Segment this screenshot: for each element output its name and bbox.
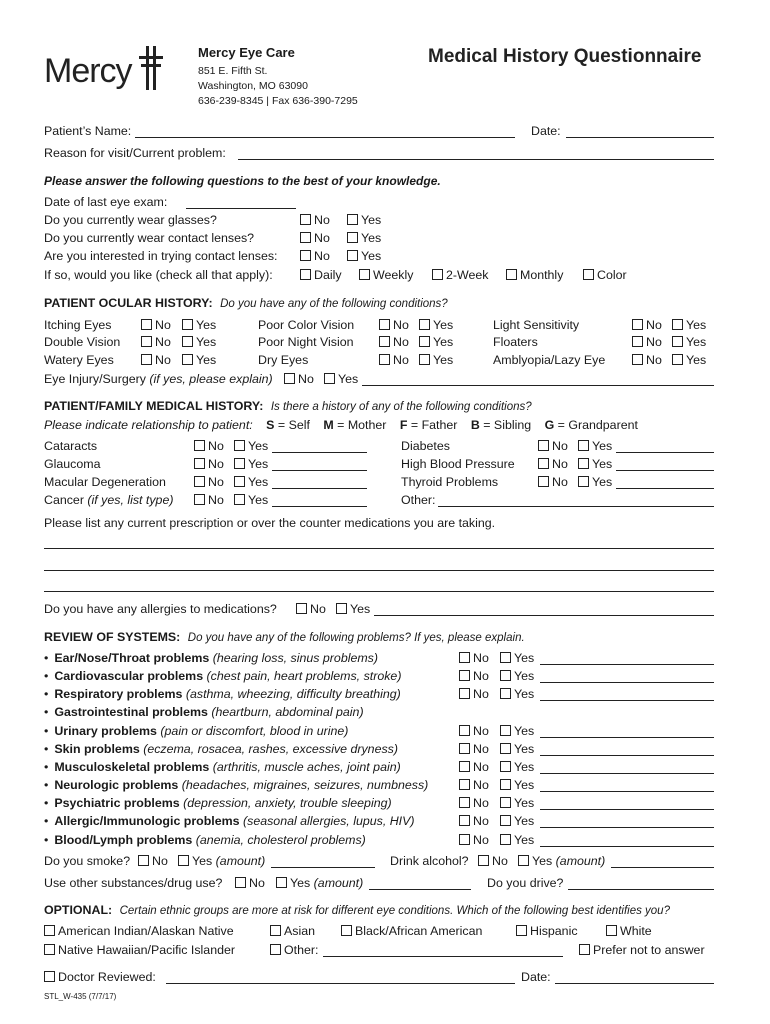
no-option[interactable]: No	[632, 335, 662, 349]
drive-field[interactable]	[568, 889, 714, 890]
smoke-yes[interactable]: Yes (amount)	[178, 854, 265, 868]
trying-yes[interactable]: Yes	[347, 249, 381, 263]
yes-option[interactable]: Yes	[500, 833, 534, 847]
checkbox[interactable]	[500, 815, 511, 826]
yes-option[interactable]: Yes	[234, 457, 268, 471]
checkbox[interactable]	[459, 797, 470, 808]
no-option[interactable]: No	[459, 669, 489, 683]
checkbox[interactable]	[194, 440, 205, 451]
ros-item-note: (asthma, wheezing, difficulty breathing)	[185, 687, 401, 701]
ros-item-name: Urinary problems	[54, 724, 157, 738]
checkbox[interactable]	[579, 944, 590, 955]
clinic-address-line2: Washington, MO 63090	[198, 80, 308, 92]
drive-label: Do you drive?	[487, 876, 564, 890]
checkbox[interactable]	[500, 670, 511, 681]
ros-item-note: (hearing loss, sinus problems)	[212, 651, 378, 665]
medications-line[interactable]	[44, 591, 714, 592]
no-option[interactable]: No	[459, 724, 489, 738]
yes-option[interactable]: Yes	[182, 335, 216, 349]
checkbox[interactable]	[359, 269, 370, 280]
checkbox[interactable]	[235, 877, 246, 888]
checkbox[interactable]	[234, 494, 245, 505]
checkbox[interactable]	[44, 971, 55, 982]
substances-yes[interactable]: Yes (amount)	[276, 876, 363, 890]
relationship-legend: Please indicate relationship to patient: S = Self M = Mother F = Father B = Sibling G = Grandparent	[44, 418, 638, 432]
ros-item	[44, 760, 401, 774]
no-option[interactable]: No	[194, 439, 224, 453]
mercy-cross-icon	[136, 44, 166, 94]
checkbox[interactable]	[459, 725, 470, 736]
yes-option[interactable]: Yes	[500, 814, 534, 828]
footer-date-field[interactable]	[555, 983, 714, 984]
checkbox[interactable]	[459, 688, 470, 699]
relation-field[interactable]	[272, 506, 367, 507]
checkbox[interactable]	[459, 652, 470, 663]
checkbox[interactable]	[234, 458, 245, 469]
no-option[interactable]: No	[459, 651, 489, 665]
ros-item	[44, 669, 401, 683]
checkbox[interactable]	[538, 440, 549, 451]
yes-option[interactable]: Yes	[234, 493, 268, 507]
family-item: Glaucoma	[44, 457, 101, 471]
medications-line[interactable]	[44, 570, 714, 571]
ros-item-name: Gastrointestinal problems	[54, 705, 208, 719]
ros-item	[44, 742, 398, 756]
checkbox[interactable]	[500, 834, 511, 845]
contacts-yes[interactable]: Yes	[347, 231, 381, 245]
ros-explain-field[interactable]	[540, 846, 714, 847]
yes-option[interactable]: Yes	[672, 353, 706, 367]
ethnicity-hispanic[interactable]: Hispanic	[516, 924, 578, 938]
ocular-item: Light Sensitivity	[493, 318, 580, 332]
no-option[interactable]: No	[141, 335, 171, 349]
substances-amount-field[interactable]	[369, 889, 471, 890]
medications-line[interactable]	[44, 548, 714, 549]
yes-option[interactable]: Yes	[500, 651, 534, 665]
checkbox[interactable]	[379, 319, 390, 330]
ros-item-note: (depression, anxiety, trouble sleeping)	[183, 796, 392, 810]
glasses-question: Do you currently wear glasses?	[44, 213, 217, 227]
alcohol-label: Drink alcohol?	[390, 854, 469, 868]
no-option[interactable]: No	[538, 475, 568, 489]
ocular-item: Double Vision	[44, 335, 121, 349]
checkbox[interactable]	[500, 688, 511, 699]
yes-option[interactable]: Yes	[234, 439, 268, 453]
no-option[interactable]: No	[379, 318, 409, 332]
checkbox[interactable]	[300, 269, 311, 280]
checkbox[interactable]	[270, 925, 281, 936]
ros-explain-field[interactable]	[540, 682, 714, 683]
ocular-item: Amblyopia/Lazy Eye	[493, 353, 606, 367]
ros-explain-field[interactable]	[540, 791, 714, 792]
glasses-no[interactable]: No	[300, 213, 330, 227]
option-daily[interactable]: Daily	[300, 268, 342, 282]
checkbox[interactable]	[296, 603, 307, 614]
last-exam-field[interactable]	[186, 208, 296, 209]
checkbox[interactable]	[459, 761, 470, 772]
checkbox[interactable]	[419, 319, 430, 330]
checkbox[interactable]	[347, 250, 358, 261]
ros-item-name: Ear/Nose/Throat problems	[54, 651, 210, 665]
ros-item-name: Psychiatric problems	[54, 796, 180, 810]
checkbox[interactable]	[379, 336, 390, 347]
checkbox[interactable]	[459, 834, 470, 845]
checkbox[interactable]	[234, 440, 245, 451]
checkbox[interactable]	[578, 476, 589, 487]
alcohol-amount-field[interactable]	[611, 867, 714, 868]
checkbox[interactable]	[324, 373, 335, 384]
ethnicity-black[interactable]: Black/African American	[341, 924, 482, 938]
checkbox[interactable]	[178, 855, 189, 866]
no-option[interactable]: No	[459, 814, 489, 828]
ros-item-note: (arthritis, muscle aches, joint pain)	[212, 760, 401, 774]
smoke-no[interactable]: No	[138, 854, 168, 868]
yes-option[interactable]: Yes	[500, 778, 534, 792]
optional-heading: OPTIONAL: Certain ethnic groups are more at risk for different eye conditions. Which of the following best identifies you?	[44, 903, 670, 917]
patient-name-field[interactable]	[135, 137, 515, 138]
ros-item-note: (anemia, cholesterol problems)	[195, 833, 366, 847]
yes-option[interactable]: Yes	[182, 318, 216, 332]
no-option[interactable]: No	[379, 353, 409, 367]
patient-name-label: Patient’s Name:	[44, 124, 132, 138]
checkbox[interactable]	[182, 354, 193, 365]
contacts-no[interactable]: No	[300, 231, 330, 245]
ros-item-name: Respiratory problems	[54, 687, 183, 701]
footer-date-label: Date:	[521, 970, 551, 984]
yes-option[interactable]: Yes	[500, 760, 534, 774]
ros-item	[44, 796, 392, 810]
ros-explain-field[interactable]	[540, 773, 714, 774]
yes-option[interactable]: Yes	[500, 687, 534, 701]
ros-explain-field[interactable]	[540, 737, 714, 738]
relation-field[interactable]	[272, 470, 367, 471]
ethnicity-native-hawaiian[interactable]: Native Hawaiian/Pacific Islander	[44, 943, 235, 957]
yes-option[interactable]: Yes	[578, 475, 612, 489]
lens-type-question: If so, would you like (check all that apply):	[44, 268, 273, 282]
no-option[interactable]: No	[538, 457, 568, 471]
ros-heading: REVIEW OF SYSTEMS: Do you have any of the following problems? If yes, please explain.	[44, 630, 525, 644]
ros-item	[44, 687, 401, 701]
no-option[interactable]: No	[459, 796, 489, 810]
yes-option[interactable]: Yes	[419, 318, 453, 332]
ros-item-note: (heartburn, abdominal pain)	[211, 705, 364, 719]
relation-field[interactable]	[272, 488, 367, 489]
ros-item	[44, 814, 415, 828]
ros-item-name: Neurologic problems	[54, 778, 179, 792]
checkbox[interactable]	[459, 670, 470, 681]
yes-option[interactable]: Yes	[578, 457, 612, 471]
option-2week[interactable]: 2-Week	[432, 268, 488, 282]
no-option[interactable]: No	[459, 778, 489, 792]
checkbox[interactable]	[478, 855, 489, 866]
allergy-yes[interactable]: Yes	[336, 602, 370, 616]
yes-option[interactable]: Yes	[182, 353, 216, 367]
checkbox[interactable]	[500, 779, 511, 790]
smoke-amount-field[interactable]	[271, 867, 375, 868]
checkbox[interactable]	[500, 652, 511, 663]
checkbox[interactable]	[141, 354, 152, 365]
checkbox[interactable]	[432, 269, 443, 280]
checkbox[interactable]	[276, 877, 287, 888]
clinic-address-line1: 851 E. Fifth St.	[198, 65, 268, 77]
checkbox[interactable]	[632, 354, 643, 365]
alcohol-no[interactable]: No	[478, 854, 508, 868]
medications-label: Please list any current prescription or over the counter medications you are taking.	[44, 516, 496, 530]
no-option[interactable]: No	[459, 833, 489, 847]
page-title: Medical History Questionnaire	[428, 46, 702, 67]
form-code: STL_W-435 (7/7/17)	[44, 992, 117, 1001]
checkbox[interactable]	[300, 232, 311, 243]
ros-explain-field[interactable]	[540, 664, 714, 665]
option-monthly[interactable]: Monthly	[506, 268, 563, 282]
checkbox[interactable]	[672, 354, 683, 365]
last-exam-label: Date of last eye exam:	[44, 195, 168, 209]
checkbox[interactable]	[182, 319, 193, 330]
substances-no[interactable]: No	[235, 876, 265, 890]
no-option[interactable]: No	[141, 353, 171, 367]
checkbox[interactable]	[284, 373, 295, 384]
trying-contacts-question: Are you interested in trying contact lenses:	[44, 249, 278, 263]
ocular-item: Watery Eyes	[44, 353, 114, 367]
logo-text: Mercy	[44, 52, 132, 90]
checkbox[interactable]	[194, 458, 205, 469]
checkbox[interactable]	[341, 925, 352, 936]
checkbox[interactable]	[500, 797, 511, 808]
yes-option[interactable]: Yes	[419, 353, 453, 367]
ethnicity-other[interactable]: Other:	[270, 943, 318, 957]
intro-text: Please answer the following questions to the best of your knowledge.	[44, 174, 441, 188]
injury-explain-field[interactable]	[362, 385, 714, 386]
checkbox[interactable]	[459, 779, 470, 790]
checkbox[interactable]	[347, 214, 358, 225]
ros-item-note: (headaches, migraines, seizures, numbness)	[181, 778, 429, 792]
family-item: Cataracts	[44, 439, 98, 453]
checkbox[interactable]	[336, 603, 347, 614]
no-option[interactable]: No	[459, 760, 489, 774]
ros-item-name: Blood/Lymph problems	[54, 833, 193, 847]
yes-option[interactable]: Yes	[500, 796, 534, 810]
ros-item	[44, 724, 348, 738]
relation-field[interactable]	[616, 488, 714, 489]
family-item: Thyroid Problems	[401, 475, 499, 489]
checkbox[interactable]	[138, 855, 149, 866]
allergy-field[interactable]	[374, 615, 714, 616]
ros-explain-field[interactable]	[540, 700, 714, 701]
no-option[interactable]: No	[632, 353, 662, 367]
no-option[interactable]: No	[459, 687, 489, 701]
checkbox[interactable]	[672, 319, 683, 330]
checkbox[interactable]	[672, 336, 683, 347]
ethnicity-asian[interactable]: Asian	[270, 924, 315, 938]
ros-item	[44, 778, 428, 792]
relation-field[interactable]	[272, 452, 367, 453]
ocular-item: Poor Color Vision	[258, 318, 355, 332]
no-option[interactable]: No	[632, 318, 662, 332]
ros-item-note: (pain or discomfort, blood in urine)	[160, 724, 349, 738]
injury-label: Eye Injury/Surgery (if yes, please explain)	[44, 372, 273, 386]
ros-item-name: Cardiovascular problems	[54, 669, 204, 683]
family-item-other: Other:	[401, 493, 436, 507]
family-item: Diabetes	[401, 439, 450, 453]
no-option[interactable]: No	[379, 335, 409, 349]
ros-item-name: Musculoskeletal problems	[54, 760, 210, 774]
injury-yes[interactable]: Yes	[324, 372, 358, 386]
family-item: High Blood Pressure	[401, 457, 515, 471]
ros-explain-field[interactable]	[540, 755, 714, 756]
substances-label: Use other substances/drug use?	[44, 876, 223, 890]
reason-label: Reason for visit/Current problem:	[44, 146, 226, 160]
ros-explain-field[interactable]	[540, 809, 714, 810]
checkbox[interactable]	[270, 944, 281, 955]
ros-item-name: Skin problems	[54, 742, 140, 756]
checkbox[interactable]	[606, 925, 617, 936]
glasses-yes[interactable]: Yes	[347, 213, 381, 227]
ros-item-name: Allergic/Immunologic problems	[54, 814, 240, 828]
checkbox[interactable]	[141, 336, 152, 347]
family-heading: PATIENT/FAMILY MEDICAL HISTORY: Is there a history of any of the following conditions?	[44, 399, 532, 413]
yes-option[interactable]: Yes	[672, 318, 706, 332]
option-color[interactable]: Color	[583, 268, 627, 282]
doctor-reviewed-field[interactable]	[166, 983, 515, 984]
yes-option[interactable]: Yes	[500, 724, 534, 738]
checkbox[interactable]	[379, 354, 390, 365]
mercy-logo	[44, 52, 132, 91]
doctor-reviewed[interactable]: Doctor Reviewed:	[44, 970, 156, 984]
allergy-no[interactable]: No	[296, 602, 326, 616]
reason-field[interactable]	[238, 159, 714, 160]
ethnicity-american-indian[interactable]: American Indian/Alaskan Native	[44, 924, 234, 938]
ethnicity-prefer-not[interactable]: Prefer not to answer	[579, 943, 705, 957]
checkbox[interactable]	[44, 944, 55, 955]
ocular-heading: PATIENT OCULAR HISTORY: Do you have any of the following conditions?	[44, 296, 448, 310]
ros-item-note: (eczema, rosacea, rashes, excessive dryness)	[143, 742, 398, 756]
checkbox[interactable]	[44, 925, 55, 936]
no-option[interactable]: No	[538, 439, 568, 453]
checkbox[interactable]	[459, 743, 470, 754]
ros-item	[44, 833, 366, 847]
checkbox[interactable]	[500, 761, 511, 772]
alcohol-yes[interactable]: Yes (amount)	[518, 854, 605, 868]
checkbox[interactable]	[419, 354, 430, 365]
no-option[interactable]: No	[459, 742, 489, 756]
checkbox[interactable]	[500, 743, 511, 754]
checkbox[interactable]	[182, 336, 193, 347]
no-option[interactable]: No	[194, 475, 224, 489]
no-option[interactable]: No	[194, 457, 224, 471]
contacts-question: Do you currently wear contact lenses?	[44, 231, 255, 245]
relation-field[interactable]	[616, 470, 714, 471]
checkbox[interactable]	[538, 476, 549, 487]
ros-item	[44, 705, 364, 719]
checkbox[interactable]	[194, 476, 205, 487]
checkbox[interactable]	[234, 476, 245, 487]
checkbox[interactable]	[347, 232, 358, 243]
checkbox[interactable]	[518, 855, 529, 866]
ethnicity-other-field[interactable]	[323, 956, 563, 957]
family-item-cancer: Cancer (if yes, list type)	[44, 493, 174, 507]
checkbox[interactable]	[194, 494, 205, 505]
trying-no[interactable]: No	[300, 249, 330, 263]
option-weekly[interactable]: Weekly	[359, 268, 413, 282]
ros-explain-field[interactable]	[540, 827, 714, 828]
date-label: Date:	[531, 124, 561, 138]
date-field[interactable]	[566, 137, 714, 138]
checkbox[interactable]	[578, 440, 589, 451]
checkbox[interactable]	[500, 725, 511, 736]
no-option[interactable]: No	[194, 493, 224, 507]
checkbox[interactable]	[578, 458, 589, 469]
ocular-item: Floaters	[493, 335, 538, 349]
ethnicity-white[interactable]: White	[606, 924, 652, 938]
checkbox[interactable]	[506, 269, 517, 280]
checkbox[interactable]	[459, 815, 470, 826]
yes-option[interactable]: Yes	[234, 475, 268, 489]
other-field[interactable]	[438, 506, 714, 507]
checkbox[interactable]	[583, 269, 594, 280]
family-item: Macular Degeneration	[44, 475, 166, 489]
ros-item-note: (seasonal allergies, lupus, HIV)	[243, 814, 415, 828]
ros-item	[44, 651, 378, 665]
allergy-label: Do you have any allergies to medications?	[44, 602, 277, 616]
checkbox[interactable]	[516, 925, 527, 936]
checkbox[interactable]	[419, 336, 430, 347]
checkbox[interactable]	[538, 458, 549, 469]
ocular-item: Dry Eyes	[258, 353, 309, 367]
clinic-phones: 636-239-8345 | Fax 636-390-7295	[198, 95, 358, 107]
yes-option[interactable]: Yes	[500, 669, 534, 683]
checkbox[interactable]	[632, 336, 643, 347]
ros-item-note: (chest pain, heart problems, stroke)	[206, 669, 402, 683]
checkbox[interactable]	[141, 319, 152, 330]
yes-option[interactable]: Yes	[672, 335, 706, 349]
checkbox[interactable]	[300, 214, 311, 225]
clinic-name: Mercy Eye Care	[198, 45, 295, 60]
checkbox[interactable]	[632, 319, 643, 330]
smoke-label: Do you smoke?	[44, 854, 131, 868]
relation-field[interactable]	[616, 452, 714, 453]
ocular-item: Poor Night Vision	[258, 335, 354, 349]
yes-option[interactable]: Yes	[500, 742, 534, 756]
checkbox[interactable]	[300, 250, 311, 261]
yes-option[interactable]: Yes	[419, 335, 453, 349]
no-option[interactable]: No	[141, 318, 171, 332]
injury-no[interactable]: No	[284, 372, 314, 386]
ocular-item: Itching Eyes	[44, 318, 112, 332]
yes-option[interactable]: Yes	[578, 439, 612, 453]
